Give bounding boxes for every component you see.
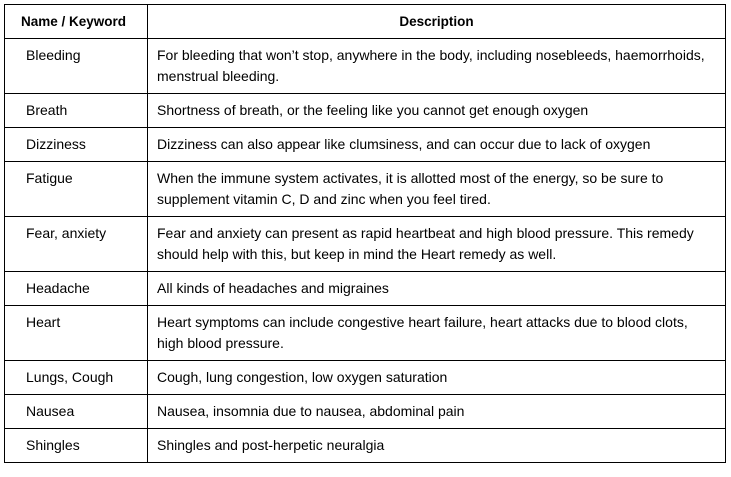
table-row — [5, 306, 726, 361]
row-description-cell: Shortness of breath, or the feeling like you cannot get enough oxygen — [148, 94, 726, 128]
row-description-cell: When the immune system activates, it is allotted most of the energy, so be sure to supplement vitamin C, D and zinc when you feel tired. — [148, 162, 726, 217]
table-row — [5, 94, 726, 128]
table-row — [5, 162, 726, 217]
row-description-cell: Dizziness can also appear like clumsiness, and can occur due to lack of oxygen — [148, 128, 726, 162]
row-description-cell: Fear and anxiety can present as rapid heartbeat and high blood pressure. This remedy should help with this, but keep in mind the Heart remedy as well. — [148, 217, 726, 272]
row-description-cell: Shingles and post-herpetic neuralgia — [148, 429, 726, 463]
row-description-cell: All kinds of headaches and migraines — [148, 272, 726, 306]
column-header-description: Description — [148, 5, 726, 39]
row-name-cell: Headache — [5, 272, 148, 306]
row-name-cell: Nausea — [5, 395, 148, 429]
row-description-cell: Heart symptoms can include congestive heart failure, heart attacks due to blood clots, high blood pressure. — [148, 306, 726, 361]
row-name-cell: Lungs, Cough — [5, 361, 148, 395]
table-header-row — [5, 5, 726, 39]
remedy-keyword-table — [4, 4, 726, 463]
row-name-cell: Dizziness — [5, 128, 148, 162]
table-row — [5, 429, 726, 463]
table-row — [5, 217, 726, 272]
row-name-cell: Heart — [5, 306, 148, 361]
row-name-cell: Fear, anxiety — [5, 217, 148, 272]
table-row — [5, 395, 726, 429]
table-row — [5, 361, 726, 395]
row-description-cell: Cough, lung congestion, low oxygen saturation — [148, 361, 726, 395]
row-name-cell: Fatigue — [5, 162, 148, 217]
row-name-cell: Breath — [5, 94, 148, 128]
table-row — [5, 272, 726, 306]
row-name-cell: Bleeding — [5, 39, 148, 94]
row-name-cell: Shingles — [5, 429, 148, 463]
row-description-cell: For bleeding that won’t stop, anywhere in the body, including nosebleeds, haemorrhoids, menstrual bleeding. — [148, 39, 726, 94]
table-row — [5, 39, 726, 94]
column-header-name: Name / Keyword — [5, 5, 148, 39]
row-description-cell: Nausea, insomnia due to nausea, abdominal pain — [148, 395, 726, 429]
table-row — [5, 128, 726, 162]
